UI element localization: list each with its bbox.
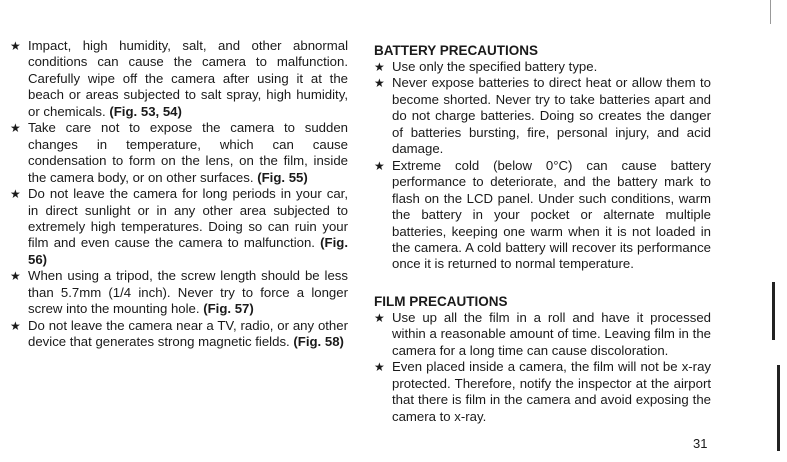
battery-heading: BATTERY PRECAUTIONS <box>374 43 539 58</box>
section-gap <box>374 273 711 289</box>
star-bullet-icon: ★ <box>10 187 21 202</box>
precaution-item <box>10 120 348 186</box>
battery-text: Never expose batteries to direct heat or allow them to become shorted. Never try to take batteries apart and do not charge batteries. Doing so creates the danger of batteries bursting, fire, personal injury, and acid damage. <box>392 75 711 157</box>
scan-edge-mark <box>772 282 775 340</box>
star-bullet-icon: ★ <box>10 269 21 284</box>
star-bullet-icon: ★ <box>374 360 385 375</box>
precaution-item <box>10 318 348 351</box>
battery-item <box>374 75 711 157</box>
left-column <box>10 38 348 351</box>
film-item <box>374 310 711 359</box>
precaution-text: When using a tripod, the screw length should be less than 5.7mm (1/4 inch). Never try to force a longer screw into the mounting hole. <box>28 268 348 317</box>
star-bullet-icon: ★ <box>10 318 21 333</box>
figure-ref: (Fig. 55) <box>257 169 308 185</box>
precaution-item <box>10 186 348 268</box>
battery-text: Extreme cold (below 0°C) can cause battery performance to deteriorate, and the battery mark to flash on the LCD panel. Under such conditions, warm the battery in your pocket or alternate multiple batteries, keeping one warm when it is not loaded in the camera. A cold battery will recover its performance once it is returned to normal temperature. <box>392 157 711 272</box>
film-text: Use up all the film in a roll and have it processed within a reasonable amount of time. Leaving film in the camera for a long time can cause discoloration. <box>392 309 711 358</box>
film-item <box>374 359 711 425</box>
star-bullet-icon: ★ <box>10 121 21 136</box>
star-bullet-icon: ★ <box>374 310 385 325</box>
figure-ref: (Fig. 53, 54) <box>109 103 182 119</box>
right-column <box>374 38 711 425</box>
film-heading: FILM PRECAUTIONS <box>374 293 508 309</box>
star-bullet-icon: ★ <box>10 39 21 53</box>
figure-ref: (Fig. 57) <box>203 301 254 317</box>
battery-text: Use only the specified battery type. <box>392 59 598 74</box>
star-bullet-icon: ★ <box>374 158 385 173</box>
battery-item <box>374 158 711 273</box>
precaution-item <box>10 268 348 317</box>
precaution-item <box>10 38 348 120</box>
precaution-text: Impact, high humidity, salt, and other abnormal conditions can cause the camera to malfunction. Carefully wipe off the camera after using it at the beach or areas subjected to salt spray, high humidity, or chemicals. <box>28 38 348 119</box>
precaution-text: Do not leave the camera near a TV, radio, or any other device that generates strong magnetic fields. <box>28 317 348 350</box>
precaution-text: Do not leave the camera for long periods in your car, in direct sunlight or in any other area subjected to extremely high temperatures. Doing so can ruin your film and even cause the camera to malfunction. <box>28 186 348 251</box>
scan-edge-mark <box>777 365 780 451</box>
figure-ref: (Fig. 58) <box>293 334 344 350</box>
film-text: Even placed inside a camera, the film will not be x-ray protected. Therefore, notify the inspector at the airport that there is film in the camera and avoid exposing the camera to x-ray. <box>392 359 711 424</box>
star-bullet-icon: ★ <box>374 76 385 91</box>
page-number: 31 <box>693 436 708 451</box>
scan-edge-mark <box>770 0 771 24</box>
figure-ref: (Fig. 56) <box>28 235 348 267</box>
star-bullet-icon: ★ <box>374 60 385 74</box>
precaution-text: Take care not to expose the camera to sudden changes in temperature, which can cause condensation to form on the lens, on the film, inside the camera body, or on other surfaces. <box>28 120 348 185</box>
battery-item <box>374 59 711 75</box>
